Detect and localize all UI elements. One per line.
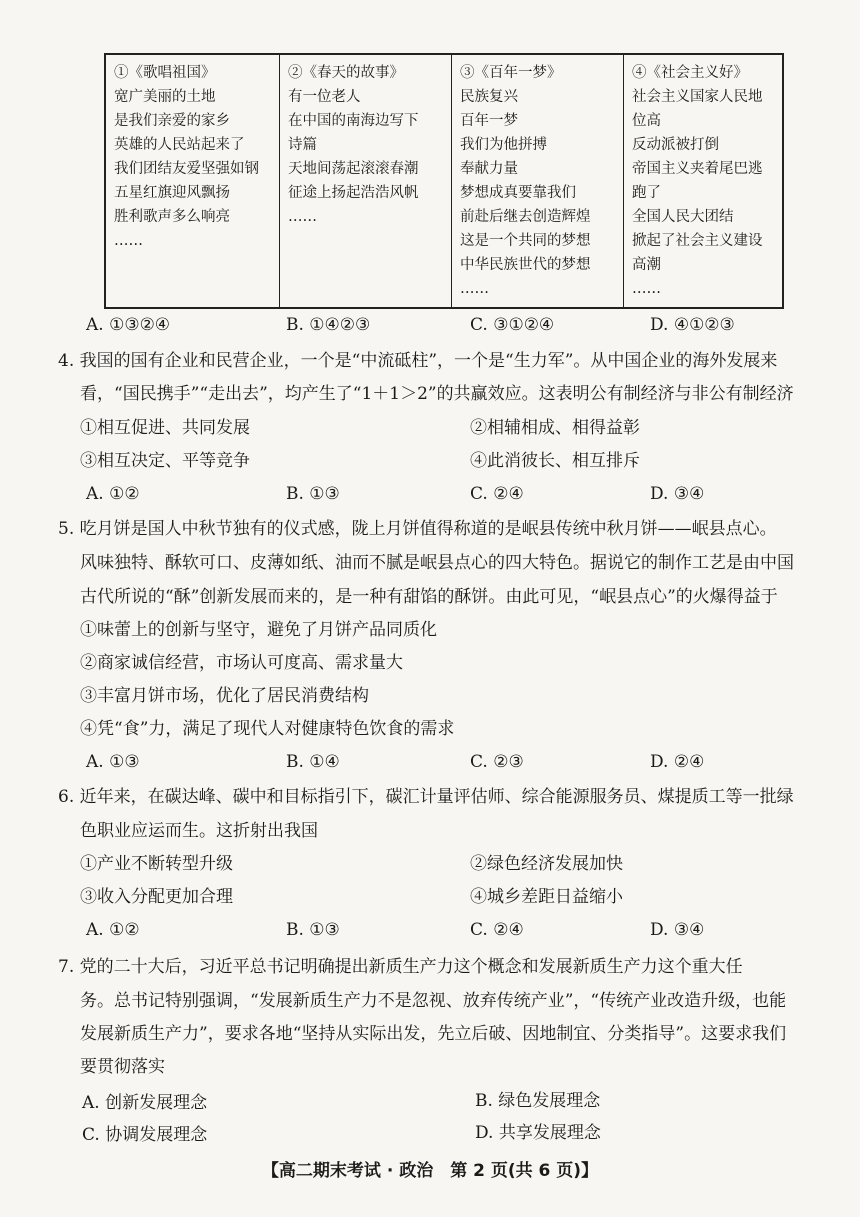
song-line: 这是一个共同的梦想 [460, 233, 591, 249]
song-line: …… [632, 281, 661, 297]
q7-option-b[interactable]: B. 绿色发展理念 [475, 1091, 601, 1111]
q7-stem-line: 要贯彻落实 [80, 1057, 165, 1077]
songs-table [104, 53, 784, 309]
song-line: …… [114, 233, 143, 249]
q7-option-c[interactable]: C. 协调发展理念 [82, 1125, 208, 1145]
q6-option-d[interactable]: D. ③④ [650, 920, 705, 940]
song-cell-3 [452, 55, 624, 307]
song-line: 我们团结友爱坚强如钢 [114, 161, 259, 177]
q5-stem-line: 古代所说的“酥”创新发展而来的，是一种有甜馅的酥饼。由此可见，“岷县点心”的火爆得益于 [80, 587, 778, 607]
song-line: 征途上扬起浩浩风帆 [288, 185, 419, 201]
song-line: 社会主义国家人民地 [632, 89, 763, 105]
q7-stem-line: 发展新质生产力”，要求各地“坚持从实际出发，先立后破、因地制宜、分类指导”。这要求我们 [80, 1024, 787, 1044]
song-title: ②《春天的故事》 [288, 65, 404, 81]
q6-item: ④城乡差距日益缩小 [470, 887, 623, 907]
song-title: ①《歌唱祖国》 [114, 65, 216, 81]
song-title: ③《百年一梦》 [460, 65, 562, 81]
q4-item: ④此消彼长、相互排斥 [470, 451, 640, 471]
song-line: 高潮 [632, 257, 661, 273]
q4-item: ③相互决定、平等竞争 [80, 451, 250, 471]
q6-option-a[interactable]: A. ①② [86, 920, 140, 940]
song-line: 在中国的南海边写下 [288, 113, 419, 129]
song-line: 跑了 [632, 185, 661, 201]
song-line: 前赴后继去创造辉煌 [460, 209, 591, 225]
q5-option-b[interactable]: B. ①④ [286, 752, 340, 772]
song-line: 奉献力量 [460, 161, 518, 177]
q6-item: ②绿色经济发展加快 [470, 854, 623, 874]
song-line: 反动派被打倒 [632, 137, 719, 153]
song-cell-2 [280, 55, 452, 307]
q3-option-b[interactable]: B. ①④②③ [286, 315, 371, 335]
q4-item: ②相辅相成、相得益彰 [470, 418, 640, 438]
q6-option-c[interactable]: C. ②④ [470, 920, 524, 940]
q6-item: ①产业不断转型升级 [80, 854, 233, 874]
song-line: 宽广美丽的土地 [114, 89, 216, 105]
q5-stem-line: 5. 吃月饼是国人中秋节独有的仪式感，陇上月饼值得称道的是岷县传统中秋月饼——岷县点心。 [58, 519, 777, 539]
song-cell-1 [106, 55, 280, 307]
song-line: 民族复兴 [460, 89, 518, 105]
song-line: 中华民族世代的梦想 [460, 257, 591, 273]
song-line: …… [460, 281, 489, 297]
q5-option-a[interactable]: A. ①③ [86, 752, 140, 772]
q5-item: ①味蕾上的创新与坚守，避免了月饼产品同质化 [80, 620, 437, 640]
q5-item: ②商家诚信经营，市场认可度高、需求量大 [80, 653, 403, 673]
song-line: 梦想成真要靠我们 [460, 185, 576, 201]
song-line: 全国人民大团结 [632, 209, 734, 225]
q4-option-c[interactable]: C. ②④ [470, 484, 524, 504]
q7-stem-line: 7. 党的二十大后，习近平总书记明确提出新质生产力这个概念和发展新质生产力这个重大任 [58, 957, 743, 977]
q5-option-d[interactable]: D. ②④ [650, 752, 705, 772]
q6-item: ③收入分配更加合理 [80, 887, 233, 907]
q5-item: ④凭“食”力，满足了现代人对健康特色饮食的需求 [80, 719, 455, 739]
q4-option-a[interactable]: A. ①② [86, 484, 140, 504]
song-line: 掀起了社会主义建设 [632, 233, 763, 249]
song-line: 五星红旗迎风飘扬 [114, 185, 230, 201]
song-line: 是我们亲爱的家乡 [114, 113, 230, 129]
q7-option-a[interactable]: A. 创新发展理念 [82, 1093, 208, 1113]
q6-stem-line: 6. 近年来，在碳达峰、碳中和目标指引下，碳汇计量评估师、综合能源服务员、煤提质工等一批绿 [58, 787, 794, 807]
song-title: ④《社会主义好》 [632, 65, 748, 81]
q3-option-c[interactable]: C. ③①②④ [470, 315, 555, 335]
q4-stem-line: 4. 我国的国有企业和民营企业，一个是“中流砥柱”，一个是“生力军”。从中国企业的海外发展来 [58, 351, 778, 371]
song-line: 我们为他拼搏 [460, 137, 547, 153]
q6-option-b[interactable]: B. ①③ [286, 920, 340, 940]
q6-stem-line: 色职业应运而生。这折射出我国 [80, 821, 318, 841]
q4-option-d[interactable]: D. ③④ [650, 484, 705, 504]
song-line: 胜利歌声多么响亮 [114, 209, 230, 225]
q4-item: ①相互促进、共同发展 [80, 418, 250, 438]
q7-option-d[interactable]: D. 共享发展理念 [475, 1123, 601, 1143]
q4-stem-line: 看，“国民携手”“走出去”，均产生了“1＋1＞2”的共赢效应。这表明公有制经济与非公有制经济 [80, 384, 794, 404]
q3-option-d[interactable]: D. ④①②③ [650, 315, 735, 335]
song-line: 有一位老人 [288, 89, 361, 105]
q4-option-b[interactable]: B. ①③ [286, 484, 340, 504]
song-line: …… [288, 209, 317, 225]
q5-option-c[interactable]: C. ②③ [470, 752, 524, 772]
song-line: 英雄的人民站起来了 [114, 137, 245, 153]
song-cell-4 [624, 55, 782, 307]
q5-item: ③丰富月饼市场，优化了居民消费结构 [80, 686, 369, 706]
song-line: 位高 [632, 113, 661, 129]
song-line: 天地间荡起滚滚春潮 [288, 161, 419, 177]
q5-stem-line: 风味独特、酥软可口、皮薄如纸、油而不腻是岷县点心的四大特色。据说它的制作工艺是由中国 [80, 553, 794, 573]
q7-stem-line: 务。总书记特别强调，“发展新质生产力不是忽视、放弃传统产业”，“传统产业改造升级，也能 [80, 991, 787, 1011]
page-footer: 【高二期末考试 · 政治 第 2 页(共 6 页)】 [261, 1161, 599, 1181]
song-line: 诗篇 [288, 137, 317, 153]
q3-option-a[interactable]: A. ①③②④ [86, 315, 171, 335]
song-line: 帝国主义夹着尾巴逃 [632, 161, 763, 177]
song-line: 百年一梦 [460, 113, 518, 129]
